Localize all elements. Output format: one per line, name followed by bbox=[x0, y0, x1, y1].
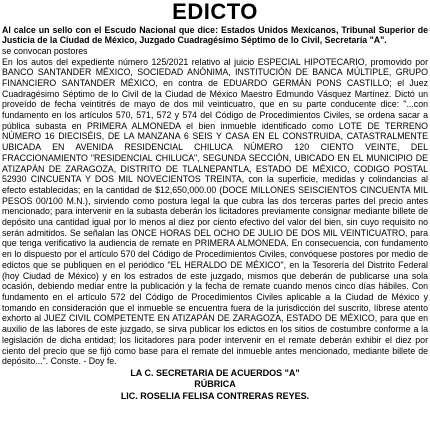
notice-convocation: se convocan postores bbox=[2, 45, 88, 56]
signature-name: LIC. ROSELIA FELISA CONTRERAS REYES. bbox=[120, 390, 310, 401]
signature-rubric: RÚBRICA bbox=[194, 378, 236, 389]
signature-block bbox=[2, 368, 428, 402]
notice-title: EDICTO bbox=[172, 0, 258, 24]
notice-body: En los autos del expediente número 125/2021 relativo al juicio ESPECIAL HIPOTECARIO, promovido por BANCO SANTANDER MÉXICO, SOCIEDAD ANÓNIMA, INSTITUCIÓN DE BANCA MÚLTIPLE, GRUPO FINANCIERO SANTANDER MÉXICO, en contra de EDUARDO GERMÁN PONS CASTILLO; el Juez Cuadragésimo Séptimo de lo Civil de la Ciudad de México Maestro Edmundo Vásquez Martínez. Dictó un proveído de fecha veintitrés de mayo de dos mil veinticuatro, que en su parte conducente dice: "...con fundamento en los artículos 570, 571, 572 y 574 del Código de Procedimientos Civiles, se ordena sacar a pública subasta en PRIMERA ALMONEDA el bien inmueble identificado como LOTE DE TERRENO NÚMERO 16 DIECISÉIS, DE LA MANZANA 6 SEIS Y CASA EN EL CONSTRUIDA, CATASTRALMENTE UBICADA EN AVENIDA RESIDENCIAL CHILUCA NÚMERO 120 CIENTO VEINTE, DEL FRACCIONAMIENTO "RESIDENCIAL CHILUCA", SEGUNDA SECCIÓN, UBICADO EN EL MUNICIPIO DE ATIZAPÁN DE ZARAGOZA, DISTRITO DE TLALNEPANTLA, ESTADO DE MÉXICO, CODIGO POSTAL 52930 CINCUENTA Y DOS MIL NOVECIENTOS TREINTA, con la superficie, medidas y colindancias al efecto establecidas; en la cantidad de $12,650,000.00 (DOCE MILLONES SEISCIENTOS CINCUENTA MIL PESOS 00/100 M.N.), sirviendo como postura legal la que cubra las dos terceras partes del precio antes mencionado; para intervenir en la subasta deberán los licitadores previamente consignar mediante billete de depósito una cantidad igual por lo menos al diez por ciento efectivo del valor del bien, sin cuyo requisito no serán admitidos. Se señalan las ONCE HORAS DEL OCHO DE JULIO DE DOS MIL VEINTICUATRO, para que tenga verificativo la audiencia de remate en PRIMERA ALMONEDA. En consecuencia, con fundamento en lo dispuesto por el artículo 570 del Código de Procedimientos Civiles, convóquese postores por medio de edictos que se publiquen en el periódico "EL HERALDO DE MÉXICO", en la Tesorería del Distrito Federal (hoy Ciudad de México) y en los estrados de este juzgado, mismos que deberán de publicarse una sola ocasión, debiendo mediar entre la publicación y la fecha de remate cuando menos cinco días hábiles. Con fundamento en el artículo 572 del Código de Procedimientos Civiles aplicable a la Ciudad de México y tomando en consideración que el inmueble se encuentra fuera de la jurisdicción del suscrito, líbrese atento exhorto al JUEZ CIVIL COMPETENTE EN ATIZAPÁN DE ZARAGOZA, ESTADO DE MÉXICO, para que en auxilio de las labores de este juzgado, se sirva publicar los edictos en los sitios de costumbre conforme a la legislación de dicha entidad; los licitadores para poder intervenir en el remate deberán exhibir el diez por ciento del precio que se fijó como base para el remate del inmueble antes mencionado, mediante billete de depósito...". Conste. - Doy fe. bbox=[2, 56, 428, 367]
signature-title: LA C. SECRETARIA DE ACUERDOS "A" bbox=[130, 367, 300, 378]
notice-header: Al calce un sello con el Escudo Nacional que dice: Estados Unidos Mexicanos, Tribunal Superior de Justicia de la Ciudad de México, Juzgado Cuadragésimo Séptimo de lo Civil, Secretaría "A". bbox=[2, 25, 428, 46]
